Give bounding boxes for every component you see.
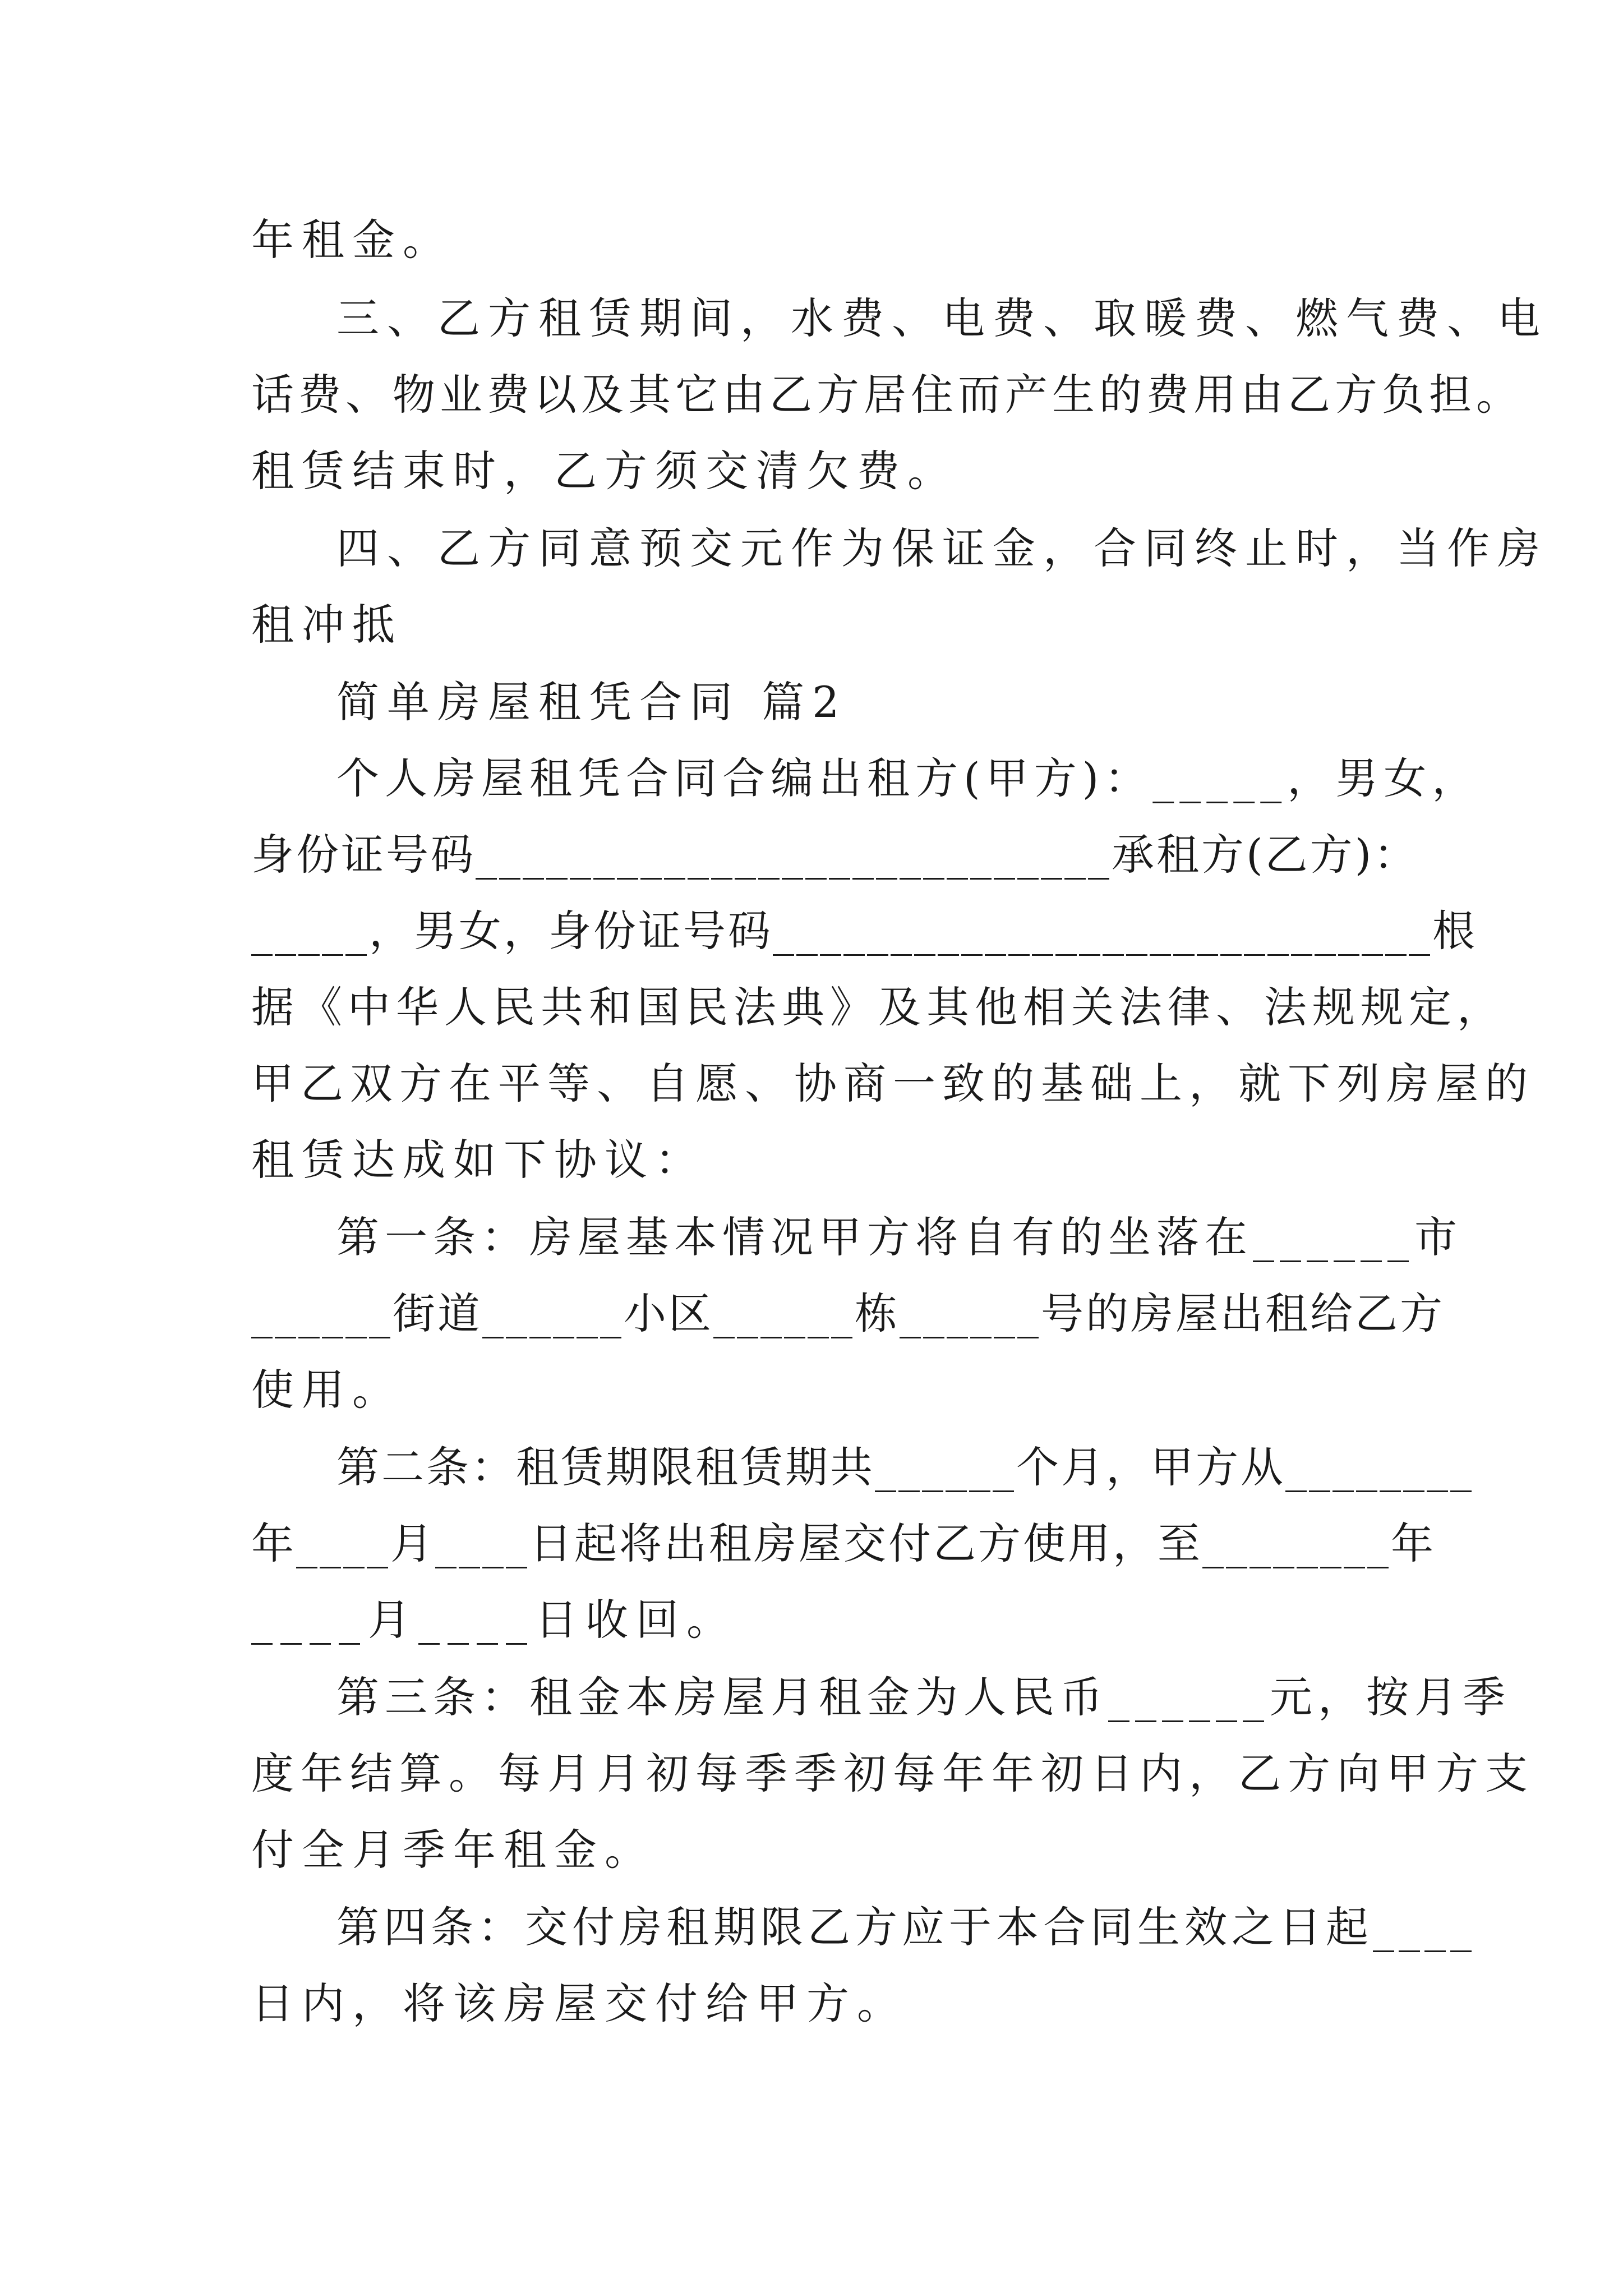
text-line: 据《中华人民共和国民法典》及其他相关法律、法规规定， (251, 982, 1505, 1032)
text-line: ______街道______小区______栋______号的房屋出租给乙方 (251, 1289, 1445, 1338)
text-line: 度年结算。每月月初每季季初每年年初日内，乙方向甲方支 (251, 1749, 1534, 1798)
text-line: 租赁结束时，乙方须交清欠费。 (251, 446, 958, 496)
text-line: 第三条：租金本房屋月租金为人民币______元，按月季 (336, 1672, 1511, 1722)
text-line: 年____月____日起将出租房屋交付乙方使用，至________年 (251, 1519, 1436, 1568)
text-line: 四、乙方同意预交元作为保证金，合同终止时，当作房 (336, 523, 1548, 573)
text-line: 第二条：租赁期限租赁期共______个月，甲方从________ (336, 1442, 1474, 1492)
text-line: 个人房屋租凭合同合编出租方(甲方)：_____，男女， (336, 753, 1481, 803)
section-heading: 简单房屋租凭合同 篇2 (336, 677, 847, 727)
text-line: _____，男女，身份证号码____________________________根 (251, 906, 1477, 956)
text-line: 三、乙方租赁期间，水费、电费、取暖费、燃气费、电 (336, 293, 1548, 343)
text-line: 身份证号码___________________________承租方(乙方)： (251, 830, 1419, 880)
text-line: 甲乙双方在平等、自愿、协商一致的基础上，就下列房屋的 (251, 1059, 1534, 1108)
text-line: 年租金。 (251, 215, 453, 265)
text-line: 第四条：交付房租期限乙方应于本合同生效之日起____ (336, 1902, 1476, 1952)
text-line: ____月____日收回。 (251, 1595, 737, 1645)
text-line: 租冲抵 (251, 600, 403, 650)
text-line: 付全月季年租金。 (251, 1825, 655, 1875)
text-line: 第一条：房屋基本情况甲方将自有的坐落在______市 (336, 1212, 1463, 1262)
text-line: 日内，将该房屋交付给甲方。 (251, 1978, 907, 2028)
text-line: 租赁达成如下协议： (251, 1135, 706, 1185)
text-line: 话费、物业费以及其它由乙方居住而产生的费用由乙方负担。 (251, 370, 1523, 420)
text-line: 使用。 (251, 1365, 403, 1415)
